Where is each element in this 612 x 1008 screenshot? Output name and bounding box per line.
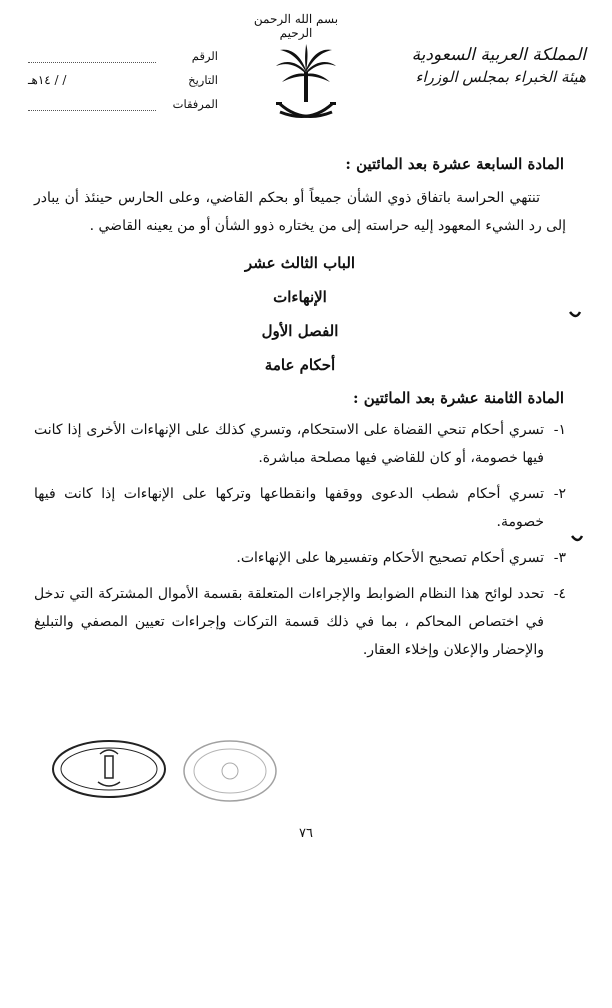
ref-date-row	[28, 68, 218, 92]
item-number: ٢-	[553, 486, 566, 502]
article-217-text: تنتهي الحراسة باتفاق ذوي الشأن جميعاً أو بحكم القاضي، وعلى الحارس حينئذ أن يبادر إلى رد الشيء المعهود إليه حراسته إلى من يختاره ذوو الشأن أو من يعينه القاضي .	[34, 190, 566, 234]
authority-name: هيئة الخبراء بمجلس الوزراء	[415, 67, 586, 86]
item-text: تسري أحكام تصحيح الأحكام وتفسيرها على الإنهاءات.	[236, 550, 544, 566]
article-217-heading: المادة السابعة عشرة بعد المائتين :	[345, 155, 564, 173]
section-headings	[34, 246, 566, 382]
letterhead-title	[356, 44, 586, 87]
faded-seal-stamp	[180, 738, 280, 804]
article-218-items	[34, 416, 566, 664]
item-number: ٣-	[553, 550, 566, 566]
ref-date-label: التاريخ	[188, 73, 218, 87]
item-text: تسري أحكام شطب الدعوى ووقفها وانقطاعها وتركها على الإنهاءات إذا كانت فيها خصومة.	[34, 486, 544, 530]
document-body	[34, 150, 566, 672]
list-item	[34, 480, 566, 536]
page-number: ٧٦	[299, 826, 313, 841]
ref-attachments-line	[28, 98, 156, 111]
basmala: بسم الله الرحمن الرحيم	[253, 12, 339, 40]
item-text: تسري أحكام تنحي القضاة على الاستحكام، وتسري كذلك على الإنهاءات الأخرى إذا كانت فيها خصومة، أو كان للقاضي فيها مصلحة مباشرة.	[34, 422, 544, 466]
ref-attachments-row	[28, 92, 218, 116]
article-218-heading: المادة الثامنة عشرة بعد المائتين :	[353, 389, 564, 407]
part-title: الإنهاءات	[273, 288, 327, 306]
list-item	[34, 416, 566, 472]
item-text: تحدد لوائح هذا النظام الضوابط والإجراءات المتعلقة بقسمة الأموال المشتركة التي تدخل في اختصاص المحاكم ، بما في ذلك قسمة التركات وإجراءات تعيين المصفي والتبليغ والإحضار والإعلان وإخلاء العقار.	[34, 586, 544, 658]
part-heading: الباب الثالث عشر	[244, 254, 356, 272]
ref-number-row	[28, 44, 218, 68]
official-seal-stamp	[50, 738, 168, 800]
ref-date-value: / / ١٤هـ	[28, 73, 67, 87]
chapter-title: أحكام عامة	[264, 356, 336, 374]
kingdom-name: المملكة العربية السعودية	[411, 45, 586, 65]
list-item	[34, 544, 566, 572]
palm-and-swords-emblem	[272, 42, 340, 130]
ref-number-label: الرقم	[191, 49, 218, 63]
margin-mark-icon	[568, 308, 582, 322]
item-number: ١-	[553, 422, 566, 438]
ref-number-line	[28, 50, 156, 63]
item-number: ٤-	[553, 586, 566, 602]
list-item	[34, 580, 566, 664]
reference-block	[28, 44, 218, 116]
margin-mark-icon	[570, 532, 584, 546]
ref-attachments-label: المرفقات	[172, 97, 218, 111]
chapter-heading: الفصل الأول	[261, 322, 339, 340]
